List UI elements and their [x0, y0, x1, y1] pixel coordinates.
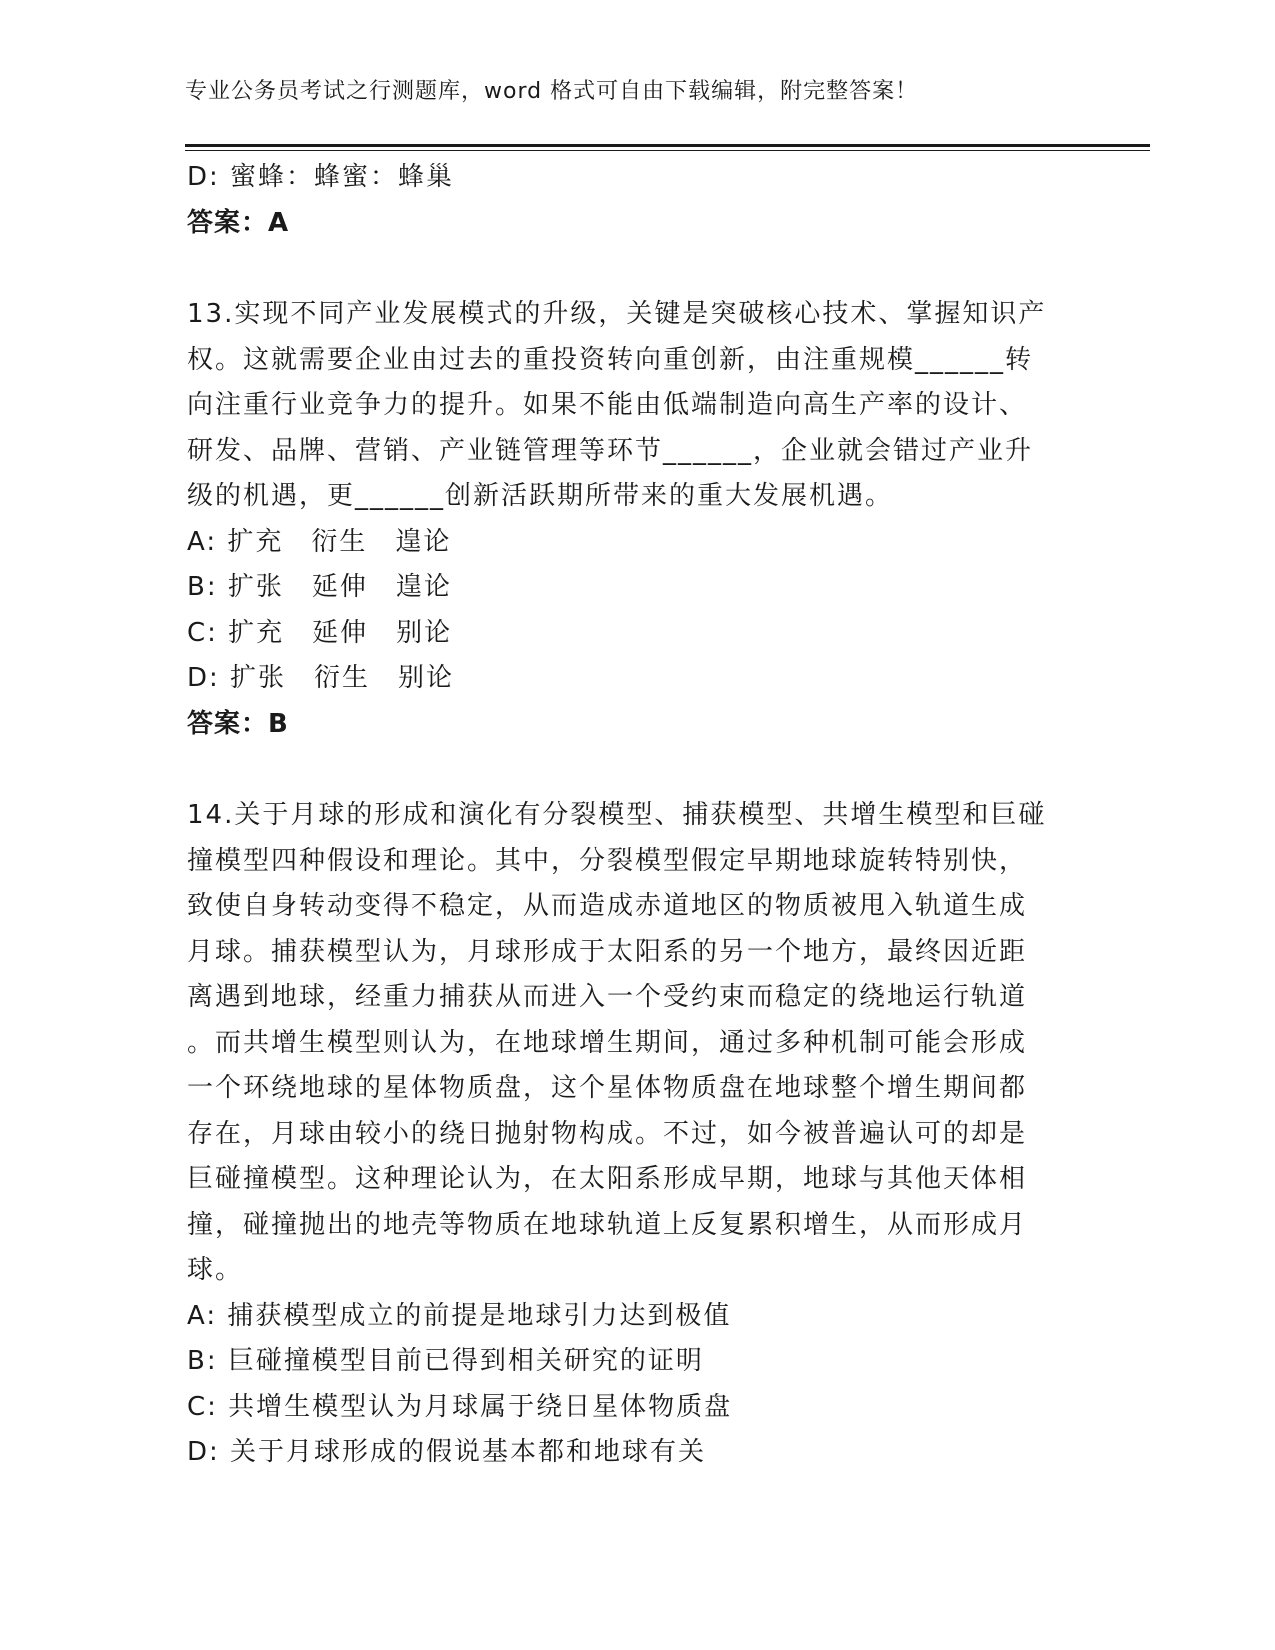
q14-stem-line: 撞，碰撞抛出的地壳等物质在地球轨道上反复累积增生，从而形成月 [187, 1209, 1028, 1240]
q14-stem-line: 撞模型四种假设和理论。其中，分裂模型假定早期地球旋转特别快， [187, 845, 1028, 876]
q13-option-c: C: 扩充 延伸 别论 [187, 617, 453, 648]
spacer [187, 246, 1087, 292]
page-header: 专业公务员考试之行测题库，word 格式可自由下载编辑，附完整答案！ [185, 79, 919, 104]
q13-stem-line: 研发、品牌、营销、产业链管理等环节______，企业就会错过产业升 [187, 435, 1034, 466]
q13-stem-line: 级的机遇，更______创新活跃期所带来的重大发展机遇。 [187, 481, 894, 511]
q14-stem-line: 致使自身转动变得不稳定，从而造成赤道地区的物质被甩入轨道生成 [187, 891, 1028, 921]
q12-answer: 答案：A [187, 207, 290, 238]
header-rule-thick [185, 144, 1150, 147]
q13-answer: 答案：B [187, 708, 289, 739]
q13-option-b: B: 扩张 延伸 遑论 [187, 572, 452, 602]
document-body [187, 155, 1087, 1476]
q14-option-d: D: 关于月球形成的假说基本都和地球有关 [187, 1437, 707, 1467]
q14-option-b: B: 巨碰撞模型目前已得到相关研究的证明 [187, 1346, 704, 1376]
q14-stem-line: 14.关于月球的形成和演化有分裂模型、捕获模型、共增生模型和巨碰 [187, 800, 1047, 830]
question-12-tail [187, 155, 1087, 246]
q13-stem [187, 292, 1087, 520]
q14-option-c: C: 共增生模型认为月球属于绕日星体物质盘 [187, 1391, 733, 1422]
q12-option-d: D: 蜜蜂：蜂蜜：蜂巢 [187, 162, 455, 192]
q14-stem-line: 存在，月球由较小的绕日抛射物构成。不过，如今被普遍认可的却是 [187, 1118, 1028, 1149]
q14-stem [187, 793, 1087, 1294]
spacer [187, 747, 1087, 793]
q13-option-d: D: 扩张 衍生 别论 [187, 663, 455, 693]
q14-option-a: A: 捕获模型成立的前提是地球引力达到极值 [187, 1300, 732, 1331]
header-rule-thin [185, 150, 1150, 151]
q13-stem-line: 向注重行业竞争力的提升。如果不能由低端制造向高生产率的设计、 [187, 390, 1028, 420]
q14-stem-line: 一个环绕地球的星体物质盘，这个星体物质盘在地球整个增生期间都 [187, 1073, 1028, 1103]
q14-options [187, 1294, 1087, 1476]
q14-stem-line: 月球。捕获模型认为，月球形成于太阳系的另一个地方，最终因近距 [187, 936, 1028, 967]
q14-stem-line: 巨碰撞模型。这种理论认为，在太阳系形成早期，地球与其他天体相 [187, 1164, 1028, 1194]
q13-option-a: A: 扩充 衍生 遑论 [187, 526, 452, 557]
q14-stem-line: 球。 [187, 1255, 244, 1285]
question-13 [187, 292, 1087, 747]
q14-stem-line: 离遇到地球，经重力捕获从而进入一个受约束而稳定的绕地运行轨道 [187, 982, 1028, 1012]
q14-stem-line: 。而共增生模型则认为，在地球增生期间，通过多种机制可能会形成 [187, 1027, 1028, 1058]
q13-stem-line: 13.实现不同产业发展模式的升级，关键是突破核心技术、掌握知识产 [187, 299, 1047, 329]
q13-options [187, 520, 1087, 702]
q13-stem-line: 权。这就需要企业由过去的重投资转向重创新，由注重规模______转 [187, 344, 1034, 375]
question-14 [187, 793, 1087, 1476]
